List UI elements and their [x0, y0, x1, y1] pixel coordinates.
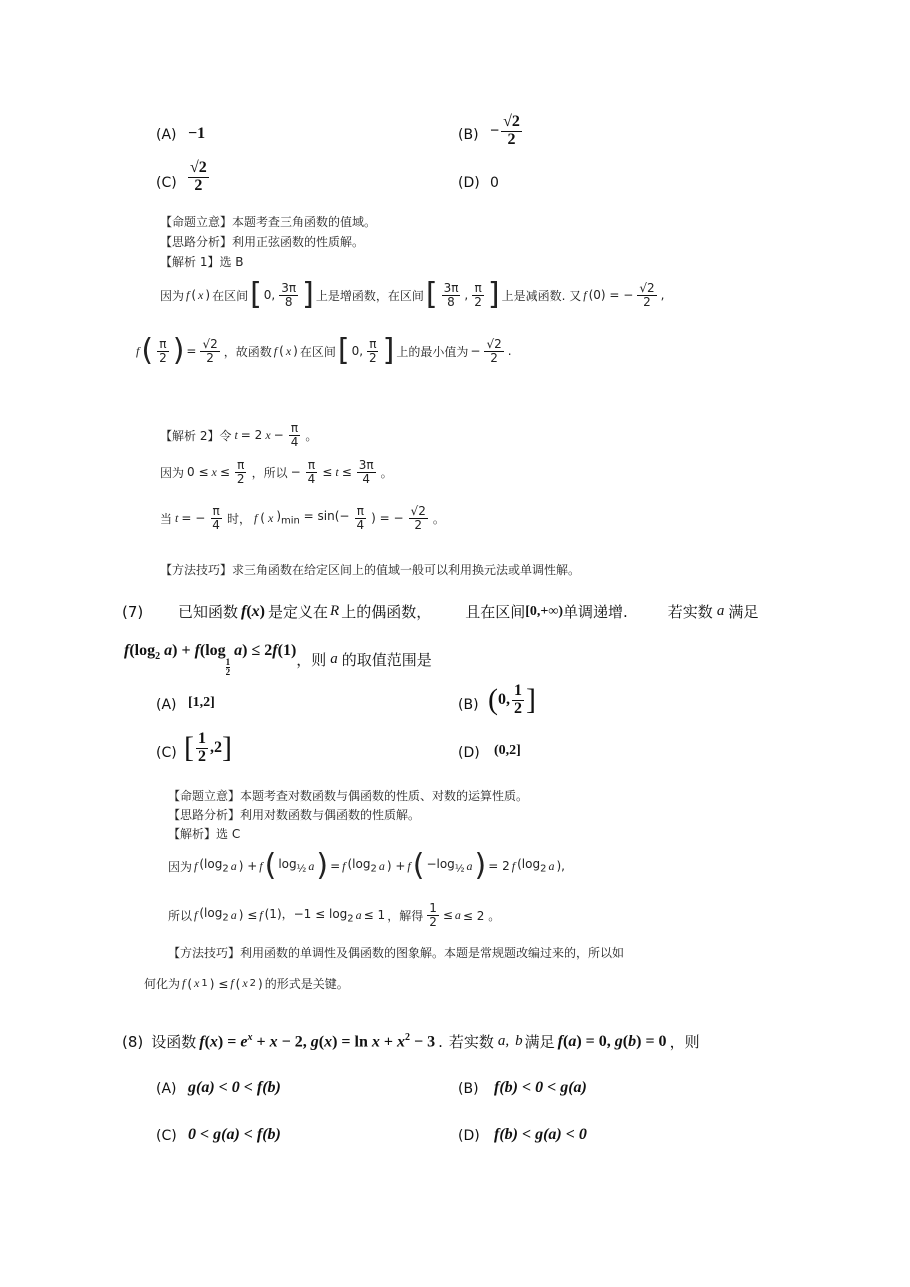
option-value: −1: [188, 125, 206, 142]
option-value: − $\frac{√2}{2}$: [490, 113, 520, 148]
option-value: $\frac{√2}{2}$: [190, 159, 207, 194]
q7-intent: 【命题立意】本题考查对数函数与偶函数的性质、对数的运算性质。: [168, 789, 529, 803]
option-label: (C): [156, 1128, 177, 1144]
q7-solution-heading: 【解析】选 C: [168, 827, 241, 841]
option-label: (A): [156, 127, 177, 143]
option-label: (A): [156, 1081, 177, 1097]
option-value: (0,2]: [494, 743, 521, 758]
q7-solution-line2: 所以 f ($\log_2$ a ) ≤ f (1)，$-1 \le \log_2$ a ≤ 1 ，解得 $\frac{1}{2}$ ≤ a ≤ 2 。: [168, 901, 501, 929]
q6-solution2-line1: 【解析 2】令 t = 2 x − $\frac{\pi}{4}$ 。: [160, 421, 318, 449]
q7-stem-line2: $f(\log_2$ a) + f(log $_{\frac{1}{2}}$ a) ≤ 2f(1) ，则 a 的取值范围是: [124, 642, 432, 677]
q6-solution2-line2: 因为 0 ≤ x ≤ $\frac{\pi}{2}$ ，所以 − $\frac{\pi}{4}$ ≤ t ≤ $\frac{3\pi}{4}$ 。: [160, 458, 393, 486]
q6-intent: 【命题立意】本题考查三角函数的值域。: [160, 215, 377, 229]
option-label: (D): [458, 745, 480, 761]
option-value: g(a) < 0 < f(b): [188, 1079, 281, 1096]
option-label: (A): [156, 697, 177, 713]
option-value: 0 < g(a) < f(b): [188, 1126, 281, 1143]
question-number: (8): [122, 1032, 144, 1051]
option-value: f(b) < 0 < g(a): [494, 1079, 587, 1096]
option-value: [1,2]: [188, 695, 215, 710]
option-label: (B): [458, 697, 479, 713]
option-label: (B): [458, 127, 479, 143]
q7-method-line2: 何化为 f ( x 1 ) ≤ f ( x 2 ) 的形式是关键。: [144, 976, 349, 991]
option-value: ( 0, $\frac{1}{2}$ ]: [488, 682, 536, 717]
option-label: (C): [156, 175, 177, 191]
q7-analysis: 【思路分析】利用对数函数与偶函数的性质解。: [168, 808, 421, 822]
option-label: (D): [458, 175, 480, 191]
q6-solution1-line2: f ( $\frac{\pi}{2}$ ) = $\frac{√2}{2}$ ，故函数 f ( x ) 在区间 [ 0, $\frac{\pi}{2}$ ] 上的最小值为 − $\frac{√2}{2}$ .: [136, 333, 512, 368]
q6-solution1-heading: 【解析 1】选 B: [160, 255, 244, 269]
option-value: 0: [490, 175, 499, 191]
q7-solution-line1: 因为 f ($\log_2$ a ) + f ( $\log_{\frac{1}{2}}$ a ) = f ($\log_2$ a ) + f ( $-\log_{\frac{1}{2}}$ a ) = 2 f ($\log_2$ a ),: [168, 848, 565, 883]
option-value: f(b) < g(a) < 0: [494, 1126, 587, 1143]
option-label: (D): [458, 1128, 480, 1144]
q6-solution1-line1: 因为 f ( x ) 在区间 [ 0, $\frac{3\pi}{8}$ ] 上是增函数，在区间 [ $\frac{3\pi}{8}$ , $\frac{\pi}{2}$ ] 上是减函数. 又 f (0) = − $\frac{√2}{2}$ ,: [160, 277, 665, 312]
q7-stem-line1: (7) 已知函数 f(x) 是定义在 R 上的偶函数， 且在区间 [0,+∞) 单调递增. 若实数 a 满足: [122, 602, 759, 621]
q6-method: 【方法技巧】求三角函数在给定区间上的值域一般可以利用换元法或单调性解。: [160, 563, 581, 577]
option-label: (C): [156, 745, 177, 761]
q8-stem: (8) 设函数 $f(x) = e^x + x - 2$, $g(x) = \ln x + x^2 - 3$ . 若实数 a, b 满足 f(a) = 0, g(b) = 0 ，则: [122, 1031, 700, 1051]
q6-solution2-line3: 当 t = − $\frac{\pi}{4}$ 时， f ( x )$_{min} = \sin(-$ $\frac{\pi}{4}$ ) = − $\frac{√2}{2}$ 。: [160, 504, 445, 532]
option-value: [ $\frac{1}{2}$ ,2 ]: [184, 730, 232, 765]
question-number: (7): [122, 602, 144, 621]
option-label: (B): [458, 1081, 479, 1097]
q7-method-line1: 【方法技巧】利用函数的单调性及偶函数的图象解。本题是常规题改编过来的，所以如: [168, 946, 625, 960]
q6-analysis: 【思路分析】利用正弦函数的性质解。: [160, 235, 365, 249]
